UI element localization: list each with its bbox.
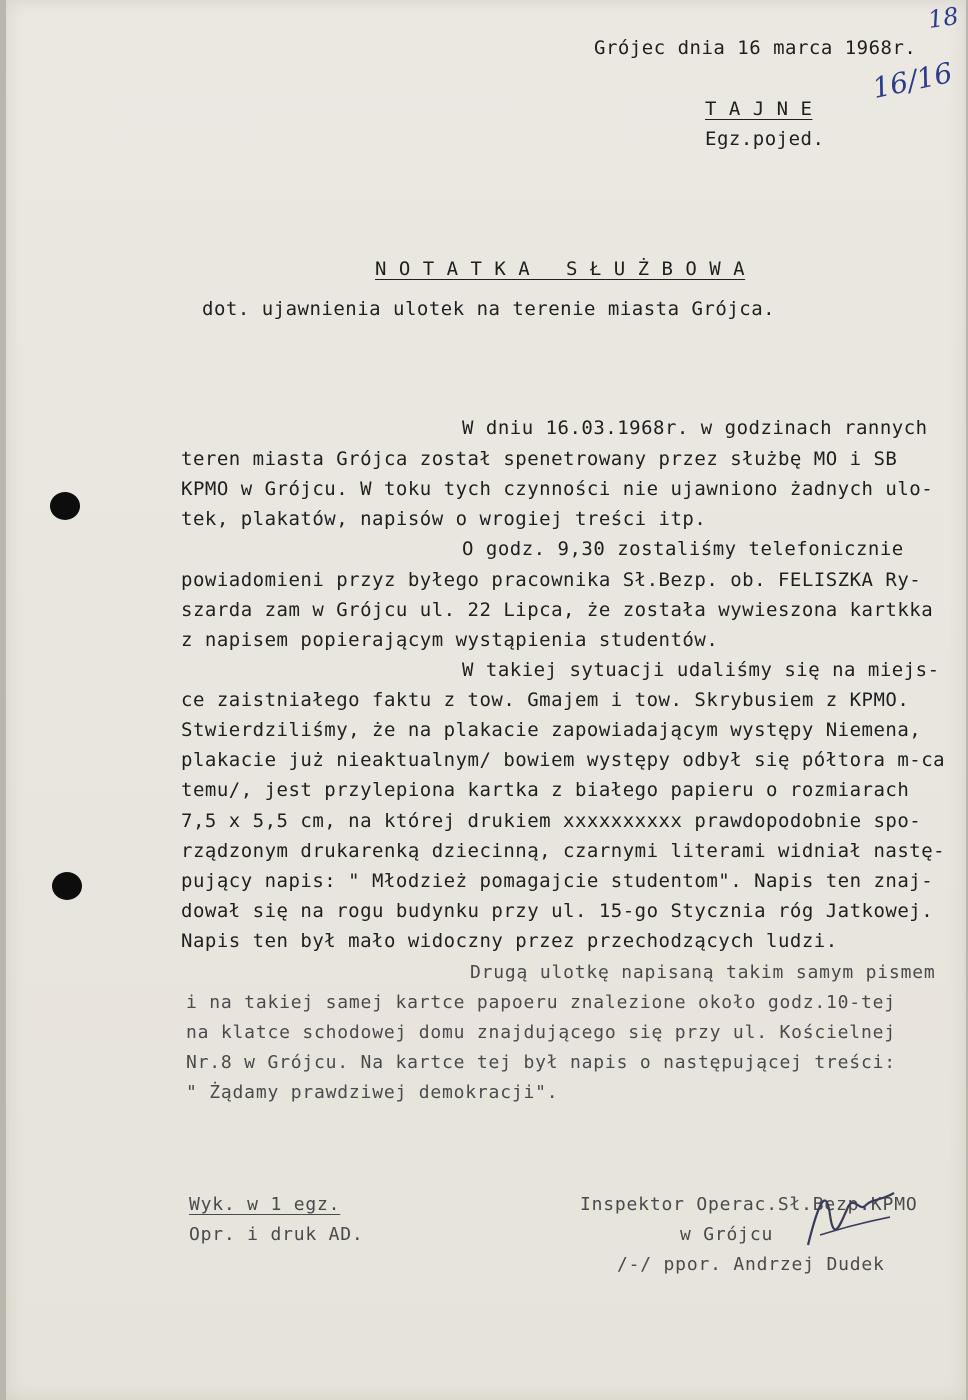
signature-scribble	[800, 1165, 900, 1260]
body-line: O godz. 9,30 zostaliśmy telefonicznie	[462, 538, 904, 560]
body-line: ce zaistniałego faktu z tow. Gmajem i tow. Skrybusiem z KPMO.	[181, 689, 910, 711]
body-line: W takiej sytuacji udaliśmy się na miejs-	[462, 659, 940, 681]
folio-number-handwritten: 18	[926, 2, 961, 34]
body-line: i na takiej samej kartce papoeru znalezione około godz.10-tej	[186, 992, 896, 1013]
body-line: dował się na rogu budynku przy ul. 15-go Stycznia róg Jatkowej.	[181, 900, 934, 922]
body-line: KPMO w Grójcu. W toku tych czynności nie ujawniono żadnych ulo-	[181, 478, 934, 500]
body-line: z napisem popierającym wystąpienia studentów.	[181, 629, 719, 651]
folio-mark-handwritten: 16/16	[869, 55, 956, 106]
body-line: tek, plakatów, napisów o wrogiej treści itp.	[181, 508, 707, 530]
body-line: W dniu 16.03.1968r. w godzinach rannych	[462, 417, 928, 439]
classification-label: T A J N E	[705, 98, 813, 120]
signatory-title: Inspektor Operac.Sł.Bezp.KPMO	[580, 1194, 918, 1215]
copies-note: Wyk. w 1 egz.	[189, 1194, 341, 1215]
signatory-unit: w Grójcu	[680, 1224, 774, 1245]
body-line: powiadomieni przyz byłego pracownika Sł.Bezp. ob. FELISZKA Ry-	[181, 569, 922, 591]
punch-hole-lower	[52, 872, 82, 900]
body-line: Drugą ulotkę napisaną takim samym pismem	[470, 962, 936, 983]
document-subject: dot. ujawnienia ulotek na terenie miasta Grójca.	[202, 298, 776, 320]
body-line: Nr.8 w Grójcu. Na kartce tej był napis o następującej treści:	[186, 1052, 896, 1073]
body-line: pujący napis: " Młodzież pomagajcie studentom". Napis ten znaj-	[181, 870, 934, 892]
body-line: teren miasta Grójca został spenetrowany przez służbę MO i SB	[181, 448, 898, 470]
body-line: szarda zam w Grójcu ul. 22 Lipca, że została wywieszona kartkka	[181, 599, 934, 621]
body-line: Napis ten był mało widoczny przez przechodzących ludzi.	[181, 930, 838, 952]
place-date: Grójec dnia 16 marca 1968r.	[594, 37, 917, 59]
body-line: na klatce schodowej domu znajdującego się przy ul. Kościelnej	[186, 1022, 896, 1043]
document-title: N O T A T K A S Ł U Ż B O W A	[375, 258, 746, 280]
body-line: temu/, jest przylepiona kartka z białego papieru o rozmiarach	[181, 779, 910, 801]
body-line: 7,5 x 5,5 cm, na której drukiem xxxxxxxxxx prawdopodobnie spo-	[181, 810, 922, 832]
body-line: plakacie już nieaktualnym/ bowiem występy odbył się półtora m-ca	[181, 749, 946, 771]
body-line: rządzonym drukarenką dziecinną, czarnymi literami widniał nastę-	[181, 840, 946, 862]
copy-label: Egz.pojed.	[705, 128, 825, 150]
typist-note: Opr. i druk AD.	[189, 1224, 364, 1245]
punch-hole-upper	[50, 492, 80, 520]
signatory-name: /-/ ppor. Andrzej Dudek	[617, 1254, 885, 1275]
body-line: " Żądamy prawdziwej demokracji".	[186, 1082, 559, 1103]
body-line: Stwierdziliśmy, że na plakacie zapowiadającym występy Niemena,	[181, 719, 922, 741]
